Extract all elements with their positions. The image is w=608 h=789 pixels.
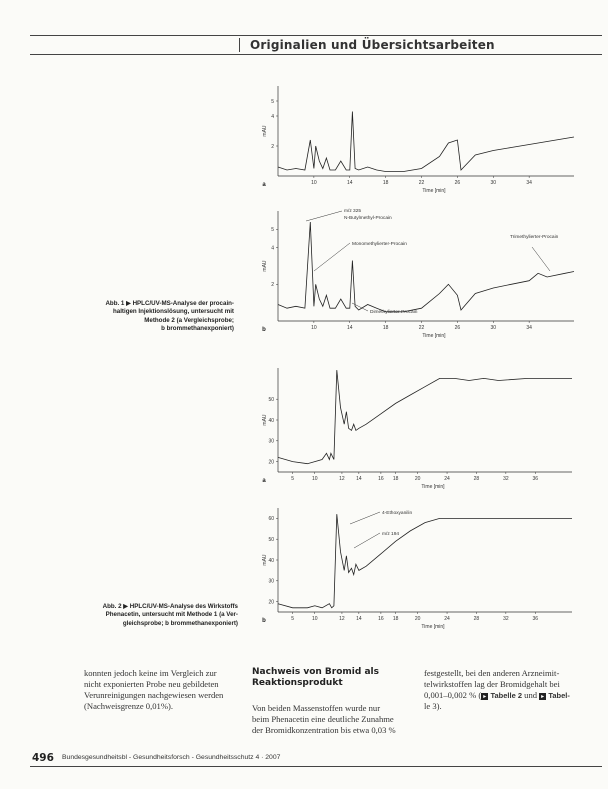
annotation-label: m/z 194 <box>382 532 400 537</box>
x-tick-label: 18 <box>392 476 399 482</box>
series-line <box>278 370 572 464</box>
x-tick-label: 10 <box>311 616 318 622</box>
y-tick-label: 20 <box>268 599 274 606</box>
journal-footer: Bundesgesundheitsbl - Gesundheitsforsch - Gesundheitsschutz 4 · 2007 <box>62 754 281 761</box>
panel-label: b <box>262 618 266 624</box>
figure2-caption-line: Phenacetin, untersucht mit Methode 1 (a Ver- <box>105 611 238 619</box>
x-tick-label: 22 <box>418 325 425 331</box>
y-axis-label: mAU <box>262 260 268 272</box>
annotation-label: N-Butylmethyl-Procain <box>344 216 392 221</box>
annotation-leader <box>314 243 350 271</box>
table2-link[interactable]: Tabelle 2 <box>490 691 522 700</box>
x-tick-label: 32 <box>503 476 509 482</box>
section-title-line: Nachweis von Bromid als <box>252 667 379 677</box>
annotation-label: 4-Ethoxyanilin <box>382 511 413 516</box>
annotation-label: Dimethylierter-Procain <box>370 310 418 315</box>
x-tick-label: 24 <box>444 616 450 622</box>
annotation-leader <box>354 533 380 548</box>
text-line: nicht exponierten Probe neu gebildeten <box>84 679 219 689</box>
x-tick-label: 18 <box>382 180 389 186</box>
y-tick-label: 30 <box>268 578 274 585</box>
x-tick-label: 5 <box>291 476 295 482</box>
left-column <box>84 668 244 712</box>
page-number: 496 <box>32 752 54 764</box>
header-rule-bottom <box>30 54 602 55</box>
figure2-caption-line: Abb. 2 ▶ HPLC/UV-MS-Analyse des Wirkstoffs <box>102 603 238 610</box>
annotation-label: Trimethylierter-Procain <box>510 235 559 240</box>
x-tick-label: 12 <box>339 616 345 622</box>
y-tick-label: 20 <box>268 459 274 466</box>
text-line: beim Phenacetin eine deutliche Zunahme <box>252 714 394 724</box>
x-tick-label: 24 <box>444 476 450 482</box>
chromatogram-fig2a <box>262 360 586 495</box>
x-axis-label: Time [min] <box>421 484 445 490</box>
x-tick-label: 18 <box>382 325 389 331</box>
y-tick-label: 2 <box>271 143 274 150</box>
section-title-line: Reaktionsprodukt <box>252 678 343 688</box>
x-tick-label: 10 <box>311 180 317 186</box>
x-tick-label: 22 <box>418 180 425 186</box>
text-line: der Bromidkonzentration bis etwa 0,03 % <box>252 725 396 735</box>
figure2-caption <box>56 603 238 628</box>
x-tick-label: 14 <box>346 325 353 331</box>
x-axis-label: Time [min] <box>421 624 445 630</box>
x-tick-label: 10 <box>311 325 317 331</box>
annotation-leader <box>350 512 380 524</box>
y-tick-label: 40 <box>268 557 274 564</box>
x-tick-label: 26 <box>454 180 461 186</box>
panel-label: b <box>262 327 266 333</box>
y-tick-label: 50 <box>268 397 274 403</box>
footer-rule <box>30 766 602 767</box>
annotation-label: Monomethylierter-Procain <box>352 242 407 247</box>
text-line: le 3). <box>424 701 442 711</box>
x-tick-label: 14 <box>356 616 362 622</box>
chromatogram-fig1b <box>256 205 586 345</box>
middle-column <box>252 703 417 736</box>
x-tick-label: 16 <box>378 476 384 482</box>
text-line: telwirkstoffen lag der Bromidgehalt bei <box>424 679 560 689</box>
page-header-title: Originalien und Übersichtsarbeiten <box>250 38 495 52</box>
x-tick-label: 12 <box>339 476 345 482</box>
y-axis-label: mAU <box>262 554 268 566</box>
x-tick-label: 18 <box>392 616 399 622</box>
x-tick-label: 16 <box>378 616 384 622</box>
text-line: (Nachweisgrenze 0,01%). <box>84 701 174 711</box>
header-rule-top <box>30 35 602 36</box>
x-tick-label: 36 <box>532 616 539 622</box>
x-tick-label: 32 <box>503 616 509 622</box>
x-tick-label: 36 <box>532 476 539 482</box>
text-line: konnten jedoch keine im Vergleich zur <box>84 668 217 678</box>
text-line <box>424 690 584 701</box>
text-fragment: und <box>522 690 540 700</box>
x-tick-label: 26 <box>454 325 461 331</box>
x-tick-label: 30 <box>490 325 497 331</box>
chromatogram-fig2b <box>262 500 586 640</box>
figure2-caption-line: gleichsprobe; b brommethanexponiert) <box>122 619 238 627</box>
x-tick-label: 5 <box>291 616 295 622</box>
x-tick-label: 28 <box>473 616 480 622</box>
y-tick-label: 50 <box>268 537 274 543</box>
y-tick-label: 30 <box>268 438 274 445</box>
text-line: festgestellt, bei den anderen Arzneimit- <box>424 668 560 678</box>
y-axis-label: mAU <box>262 125 268 137</box>
x-axis-label: Time [min] <box>422 333 446 339</box>
figure1-caption <box>60 300 234 334</box>
table-link-icon: ▸ <box>541 692 545 700</box>
y-tick-label: 60 <box>268 516 274 523</box>
x-tick-label: 20 <box>414 476 421 482</box>
y-axis-label: mAU <box>262 414 268 426</box>
panel-label: a <box>262 182 266 188</box>
annotation-leader <box>532 247 550 271</box>
x-tick-label: 10 <box>311 476 318 482</box>
x-axis-label: Time [min] <box>422 188 446 194</box>
figure1-caption-line: Abb. 1 ▶ HPLC/UV-MS-Analyse der procain- <box>105 300 234 307</box>
y-tick-label: 5 <box>271 98 274 105</box>
x-tick-label: 20 <box>414 616 421 622</box>
figure1-caption-line: b brommethanexponiert) <box>161 325 234 333</box>
series-line <box>278 514 572 608</box>
y-tick-label: 2 <box>271 282 274 289</box>
figure1-caption-line: haltigen Injektionslösung, untersucht mit <box>112 308 234 316</box>
chromatogram-fig1a <box>256 80 586 202</box>
y-tick-label: 4 <box>271 113 274 120</box>
x-tick-label: 30 <box>490 180 497 186</box>
panel-label: a <box>262 478 266 484</box>
x-tick-label: 14 <box>346 180 353 186</box>
header-rule-divider <box>239 38 240 52</box>
figure1-caption-line: Methode 2 (a Vergleichsprobe; <box>144 316 234 324</box>
annotation-leader <box>352 303 368 311</box>
text-fragment: 0,001–0,002 % ( <box>424 690 482 700</box>
text-line: Von beiden Massenstoffen wurde nur <box>252 703 381 713</box>
x-tick-label: 28 <box>473 476 480 482</box>
text-line: Verunreinigungen nachgewiesen werden <box>84 690 224 700</box>
x-tick-label: 34 <box>526 180 532 186</box>
y-tick-label: 4 <box>271 245 274 252</box>
y-tick-label: 40 <box>268 417 274 424</box>
y-tick-label: 5 <box>271 227 274 234</box>
table-link-icon: ▸ <box>483 692 487 700</box>
annotation-leader <box>306 211 342 221</box>
series-line <box>278 112 574 172</box>
x-tick-label: 14 <box>356 476 362 482</box>
section-title <box>252 667 412 689</box>
right-column <box>424 668 584 712</box>
table3-link[interactable]: Tabel- <box>548 691 570 700</box>
annotation-label: m/z 325 <box>344 209 362 214</box>
x-tick-label: 34 <box>526 325 532 331</box>
